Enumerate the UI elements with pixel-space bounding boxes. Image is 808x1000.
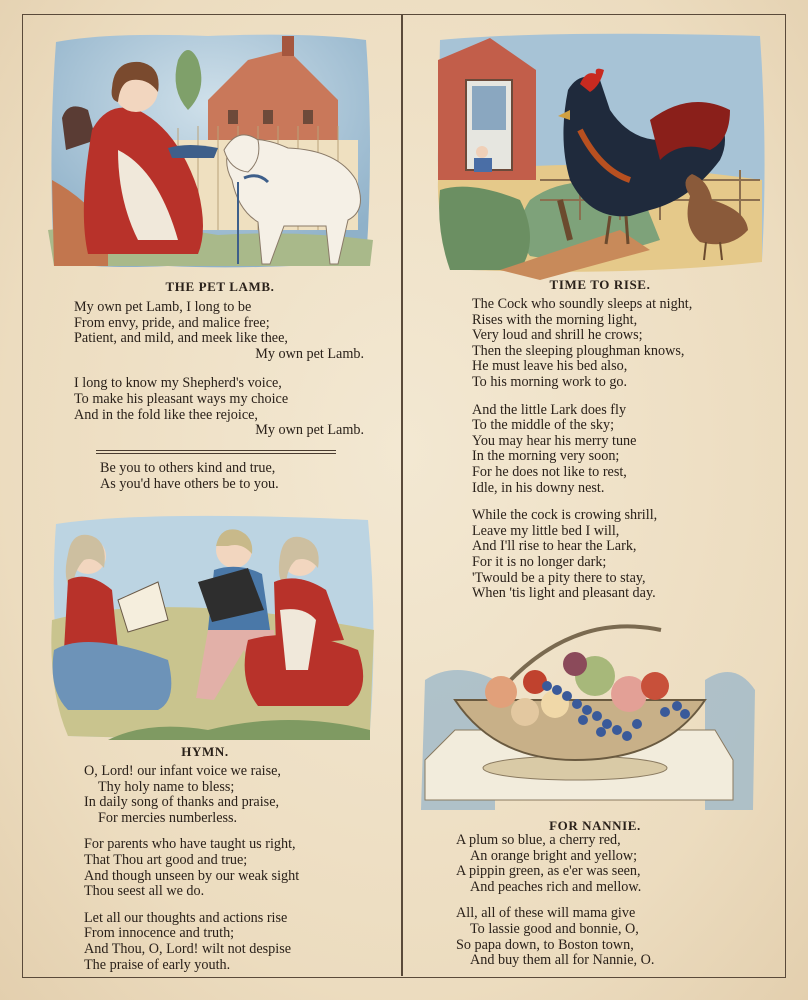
poem-line: From innocence and truth;	[84, 925, 235, 942]
section-rule	[96, 450, 336, 454]
time-to-rise-title: TIME TO RISE.	[549, 277, 651, 292]
poem-line: For he does not like to rest,	[472, 463, 627, 480]
hymn-poem	[84, 764, 374, 982]
poem-line: From envy, pride, and malice free;	[74, 314, 270, 331]
poem-line: Thy holy name to bless;	[98, 778, 235, 795]
poem-line: 'Twould be a pity there to stay,	[472, 569, 646, 586]
poem-line: My own pet Lamb, I long to be	[74, 299, 252, 315]
poem-line: He must leave his bed also,	[472, 358, 628, 375]
poem-line: A plum so blue, a cherry red,	[456, 832, 621, 848]
poem-line: And I'll rise to hear the Lark,	[472, 538, 637, 555]
poem-line: And though unseen by our weak sight	[84, 867, 300, 884]
poem-refrain: My own pet Lamb.	[255, 422, 364, 439]
poem-line: So papa down, to Boston town,	[456, 936, 634, 953]
stanza	[84, 764, 374, 826]
poem-line: Thou seest all we do.	[84, 883, 205, 900]
motto	[100, 461, 350, 492]
for-nannie-poem	[456, 833, 756, 978]
poem-line: The praise of early youth.	[84, 956, 231, 973]
stanza	[456, 833, 756, 895]
poem-line: And peaches rich and mellow.	[470, 878, 642, 895]
stanza	[74, 300, 364, 362]
poem-line: Rises with the morning light,	[472, 311, 638, 328]
poem-line: For it is no longer dark;	[472, 553, 607, 570]
poem-line: And the little Lark does fly	[472, 401, 627, 418]
pet-lamb-poem	[74, 300, 364, 448]
poem-line: To his morning work to go.	[472, 373, 628, 390]
poem-line: Very loud and shrill he crows;	[472, 327, 643, 344]
stanza	[84, 837, 374, 899]
poem-line: A pippin green, as e'er was seen,	[456, 863, 641, 880]
motto-line: As you'd have others be to you.	[100, 475, 279, 492]
fruit-basket-illustration	[415, 620, 760, 815]
hymn-title: HYMN.	[181, 744, 229, 759]
stanza	[74, 376, 364, 438]
poem-line: And Thou, O, Lord! wilt not despise	[84, 940, 292, 957]
stanza	[84, 911, 374, 973]
poem-line: And buy them all for Nannie, O.	[470, 952, 655, 969]
poem-line: To lassie good and bonnie, O,	[470, 920, 639, 937]
poem-line: Idle, in his downy nest.	[472, 479, 605, 496]
poem-line: An orange bright and yellow;	[470, 847, 638, 864]
poem-line: Then the sleeping ploughman knows,	[472, 342, 685, 359]
poem-line: In daily song of thanks and praise,	[84, 794, 280, 811]
stanza	[472, 403, 752, 497]
poem-line: Let all our thoughts and actions rise	[84, 909, 288, 926]
stanza	[456, 906, 756, 968]
children-reading-illustration	[48, 510, 380, 742]
poem-line: I long to know my Shepherd's voice,	[74, 375, 282, 392]
poem-line: To the middle of the sky;	[472, 417, 615, 434]
stanza	[472, 508, 752, 602]
pet-lamb-illustration	[48, 30, 378, 270]
poem-line: Patient, and mild, and meek like thee,	[74, 330, 288, 347]
poem-line: You may hear his merry tune	[472, 432, 637, 449]
poem-line: While the cock is crowing shrill,	[472, 507, 658, 524]
poem-line: To make his pleasant ways my choice	[74, 390, 289, 407]
poem-line: And in the fold like thee rejoice,	[74, 406, 258, 423]
poem-line: All, all of these will mama give	[456, 905, 636, 922]
time-to-rise-poem	[472, 297, 752, 611]
poem-line: O, Lord! our infant voice we raise,	[84, 763, 281, 779]
rooster-illustration	[430, 30, 770, 280]
poem-refrain: My own pet Lamb.	[255, 345, 364, 362]
column-divider	[401, 14, 403, 976]
poem-line: In the morning very soon;	[472, 448, 620, 465]
stanza	[472, 297, 752, 391]
poem-line: The Cock who soundly sleeps at night,	[472, 296, 693, 312]
poem-line: For parents who have taught us right,	[84, 836, 296, 853]
poem-line: That Thou art good and true;	[84, 851, 248, 868]
poem-line: When 'tis light and pleasant day.	[472, 585, 656, 602]
poem-line: For mercies numberless.	[98, 809, 238, 826]
motto-line: Be you to others kind and true,	[100, 460, 276, 476]
for-nannie-title: FOR NANNIE.	[549, 818, 641, 833]
pet-lamb-title: THE PET LAMB.	[165, 279, 275, 294]
poem-line: Leave my little bed I will,	[472, 522, 620, 539]
